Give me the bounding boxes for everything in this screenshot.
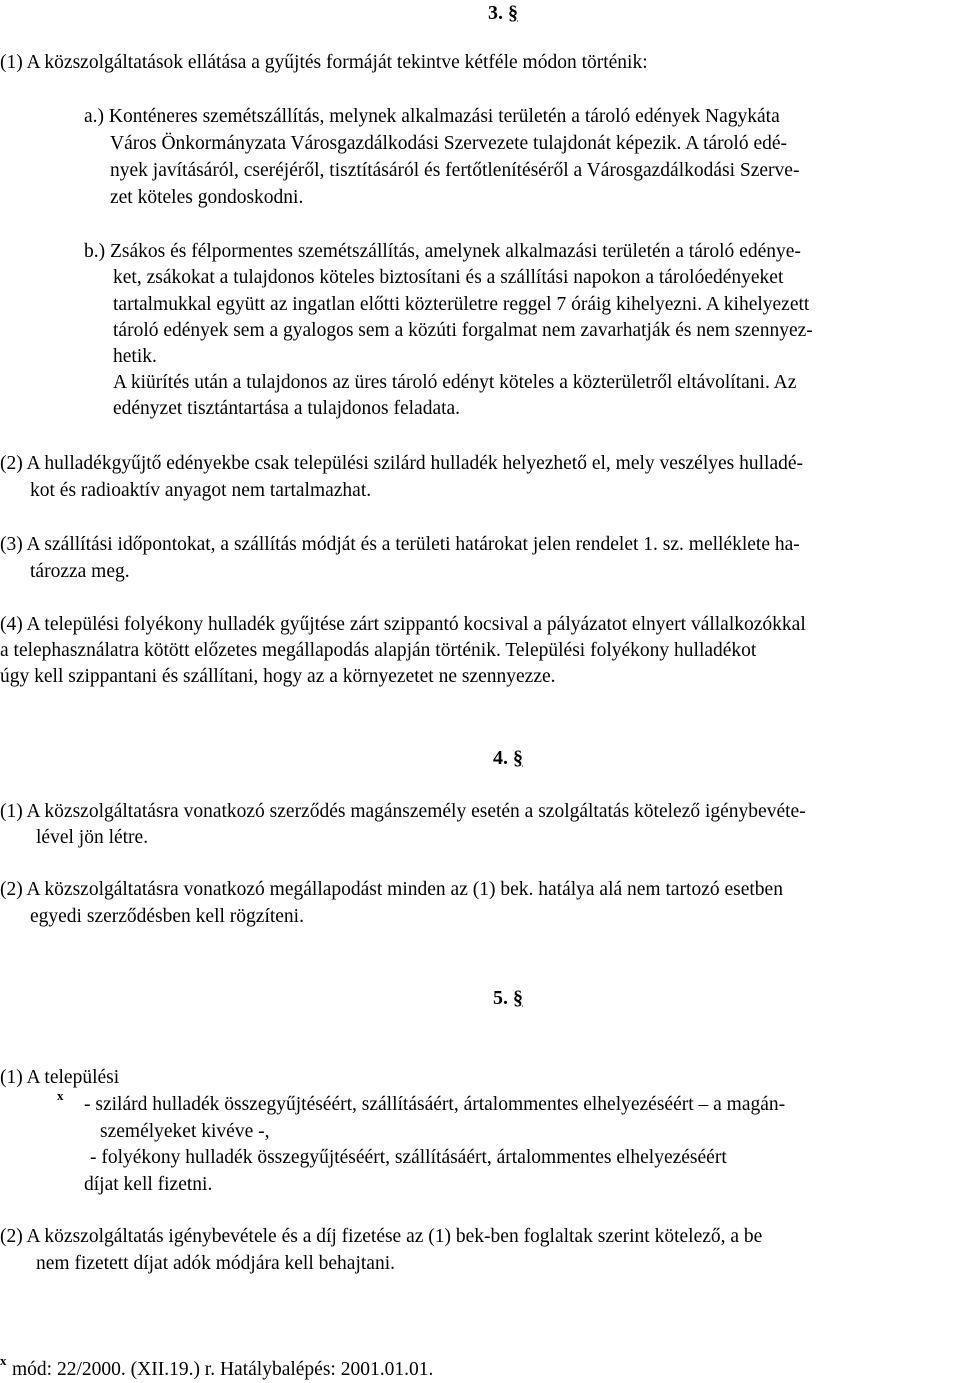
s3-p2-line-1: (2) A hulladékgyűjtő edényekbe csak települési szilárd hulladék helyezhető el, mely veszélyes hulladé- — [0, 453, 804, 474]
s3-b-line-7: edényzet tisztántartása a tulajdonos feladata. — [113, 398, 461, 419]
s3-a-line-3: nyek javításáról, cseréjéről, tisztításáról és fertőtlenítéséről a Városgazdálkodási Szerve- — [110, 160, 800, 181]
section-sign: § — [513, 747, 523, 769]
section-5-heading — [493, 985, 523, 1011]
s3-b-line-4: tároló edények sem a gyalogos sem a közúti forgalmat nem zavarhatják és nem szennyez- — [113, 320, 813, 341]
s3-b-line-2: ket, zsákokat a tulajdonos köteles biztosítani és a szállítási napokon a tárolóedényeket — [113, 267, 784, 288]
section-3-heading — [488, 0, 518, 26]
s5-p1-line-2: - szilárd hulladék összegyűjtéséért, szállításáért, ártalommentes elhelyezéséért – a magán- — [84, 1094, 786, 1115]
section-sign: § — [513, 987, 523, 1009]
s3-p4-line-1: (4) A települési folyékony hulladék gyűjtése zárt szippantó kocsival a pályázatot elnyert vállalkozókkal — [0, 614, 806, 635]
s3-b-line-5: hetik. — [113, 346, 157, 367]
s5-p2-line-2: nem fizetett díjat adók módjára kell behajtani. — [36, 1253, 395, 1274]
s5-p1-line-4: - folyékony hulladék összegyűjtéséért, szállításáért, ártalommentes elhelyezéséért — [90, 1147, 727, 1168]
section-number: 5. — [493, 987, 508, 1009]
s5-p1-line-3: személyeket kivéve -, — [100, 1121, 270, 1142]
s5-p1-line-5: díjat kell fizetni. — [84, 1174, 213, 1195]
section-number: 4. — [493, 747, 508, 769]
s4-p2-line-1: (2) A közszolgáltatásra vonatkozó megállapodást minden az (1) bek. hatálya alá nem tartozó esetben — [0, 879, 783, 900]
s3-a-line-1: a.) Konténeres szemétszállítás, melynek alkalmazási területén a tároló edények Nagykáta — [84, 106, 780, 127]
s3-b-line-3: tartalmukkal együtt az ingatlan előtti közterületre reggel 7 óráig kihelyezni. A kihelyezett — [113, 294, 810, 315]
s4-p2-line-2: egyedi szerződésben kell rögzíteni. — [30, 906, 304, 927]
s5-p2-line-1: (2) A közszolgáltatás igénybevétele és a díj fizetése az (1) bek-ben foglaltak szerint kötelező, a be — [0, 1226, 763, 1247]
s4-p1-line-2: lével jön létre. — [36, 827, 149, 848]
s3-p4-line-2: a telephasználatra kötött előzetes megállapodás alapján történik. Települési folyékony hulladékot — [0, 640, 757, 661]
s4-p1-line-1: (1) A közszolgáltatásra vonatkozó szerződés magánszemély esetén a szolgáltatás kötelező igénybevéte- — [0, 801, 806, 822]
s3-p3-line-2: tározza meg. — [30, 561, 130, 582]
s5-p1-line-1: (1) A települési — [0, 1067, 120, 1088]
footnote-text: mód: 22/2000. (XII.19.) r. Hatálybalépés: 2001.01.01. — [12, 1359, 434, 1380]
s3-p4-line-3: úgy kell szippantani és szállítani, hogy az a környezetet ne szennyezze. — [0, 666, 556, 687]
s3-p1: (1) A közszolgáltatások ellátása a gyűjtés formáját tekintve kétféle módon történik: — [0, 52, 648, 73]
s3-b-line-1: b.) Zsákos és félpormentes szemétszállítás, amelynek alkalmazási területén a tároló edénye- — [84, 241, 801, 262]
footnote-marker: x — [57, 1088, 64, 1103]
section-sign: § — [508, 2, 518, 24]
s3-a-line-4: zet köteles gondoskodni. — [110, 187, 304, 208]
section-number: 3. — [488, 2, 503, 24]
s3-a-line-2: Város Önkormányzata Városgazdálkodási Szervezete tulajdonát képezik. A tároló edé- — [110, 133, 788, 154]
s3-p2-line-2: kot és radioaktív anyagot nem tartalmazhat. — [30, 480, 372, 501]
s3-b-line-6: A kiürítés után a tulajdonos az üres tároló edényt köteles a közterületről eltávolítani. Az — [113, 372, 797, 393]
footnote-marker: x — [0, 1353, 7, 1368]
s3-p3-line-1: (3) A szállítási időpontokat, a szállítás módját és a területi határokat jelen rendelet 1. sz. melléklete ha- — [0, 534, 800, 555]
section-4-heading — [493, 745, 523, 771]
